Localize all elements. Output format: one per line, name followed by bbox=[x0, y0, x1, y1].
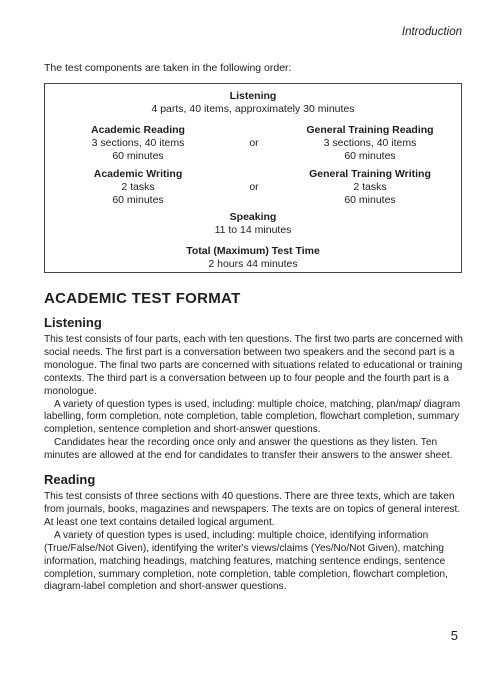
listening-component bbox=[45, 90, 461, 116]
listening-paragraph-3: Candidates hear the recording once only and answer the questions as they listen. Ten minutes are allowed at the end for candidates to transfer their answers to the answer sheet. bbox=[44, 437, 453, 462]
speaking-title: Speaking bbox=[229, 211, 277, 223]
or-label: or bbox=[249, 181, 259, 193]
running-header: Introduction bbox=[401, 26, 462, 38]
test-format-content bbox=[44, 290, 464, 603]
total-time-title: Total (Maximum) Test Time bbox=[186, 245, 320, 257]
academic-reading-line1: 3 sections, 40 items bbox=[91, 137, 185, 149]
general-reading-title: General Training Reading bbox=[306, 124, 434, 136]
general-writing-line1: 2 tasks bbox=[353, 181, 387, 193]
reading-heading: Reading bbox=[44, 472, 96, 488]
general-writing-line2: 60 minutes bbox=[344, 194, 396, 206]
speaking-component bbox=[45, 211, 461, 237]
reading-section bbox=[44, 472, 464, 594]
general-reading-line1: 3 sections, 40 items bbox=[323, 137, 417, 149]
listening-title: Listening bbox=[229, 90, 277, 102]
total-time bbox=[45, 245, 461, 271]
academic-reading-component bbox=[63, 124, 213, 163]
page-number: 5 bbox=[450, 628, 458, 643]
test-components-box bbox=[44, 83, 462, 273]
intro-text: The test components are taken in the following order: bbox=[44, 62, 292, 74]
general-writing-title: General Training Writing bbox=[309, 168, 431, 180]
reading-paragraph-1: This test consists of three sections with 40 questions. There are three texts, which are taken from journals, books, magazines and newspapers. The texts are on topics of general interest. At least one text contains detailed logical argument. bbox=[44, 491, 461, 528]
general-reading-line2: 60 minutes bbox=[344, 150, 396, 162]
academic-writing-component bbox=[63, 168, 213, 207]
listening-heading: Listening bbox=[44, 315, 102, 330]
general-reading-component bbox=[295, 124, 445, 163]
listening-paragraph-1: This test consists of four parts, each with ten questions. The first two parts are concerned with social needs. The first part is a conversation between two speakers and the second part is a monologue. The final two parts are concerned with situations related to educational or training contexts. The third part is a conversation between up to four people and the fourth part is a monologue. bbox=[44, 334, 463, 397]
academic-writing-title: Academic Writing bbox=[93, 168, 183, 180]
academic-writing-line2: 60 minutes bbox=[112, 194, 164, 206]
listening-detail: 4 parts, 40 items, approximately 30 minutes bbox=[151, 103, 355, 115]
listening-section bbox=[44, 315, 464, 463]
section-heading: ACADEMIC TEST FORMAT bbox=[44, 290, 241, 307]
academic-reading-line2: 60 minutes bbox=[112, 150, 164, 162]
general-writing-component bbox=[295, 168, 445, 207]
total-time-detail: 2 hours 44 minutes bbox=[208, 258, 298, 270]
reading-paragraph-2: A variety of question types is used, including: multiple choice, identifying information (True/False/Not Given), identifying the writer's views/claims (Yes/No/Not Given), matching information, matching headings, matching features, matching sentence endings, sentence completion, summary completion, note completion, table completion, flowchart completion, diagram-label completion and short-answer questions. bbox=[44, 529, 448, 593]
academic-reading-title: Academic Reading bbox=[91, 124, 185, 136]
speaking-detail: 11 to 14 minutes bbox=[214, 224, 292, 236]
academic-writing-line1: 2 tasks bbox=[121, 181, 155, 193]
or-label: or bbox=[249, 137, 259, 149]
listening-paragraph-2: A variety of question types is used, including: multiple choice, matching, plan/map/ diagram labelling, form completion, note completion, table completion, flowchart completion, summary completion, sentence completion and short-answer questions. bbox=[44, 398, 461, 436]
